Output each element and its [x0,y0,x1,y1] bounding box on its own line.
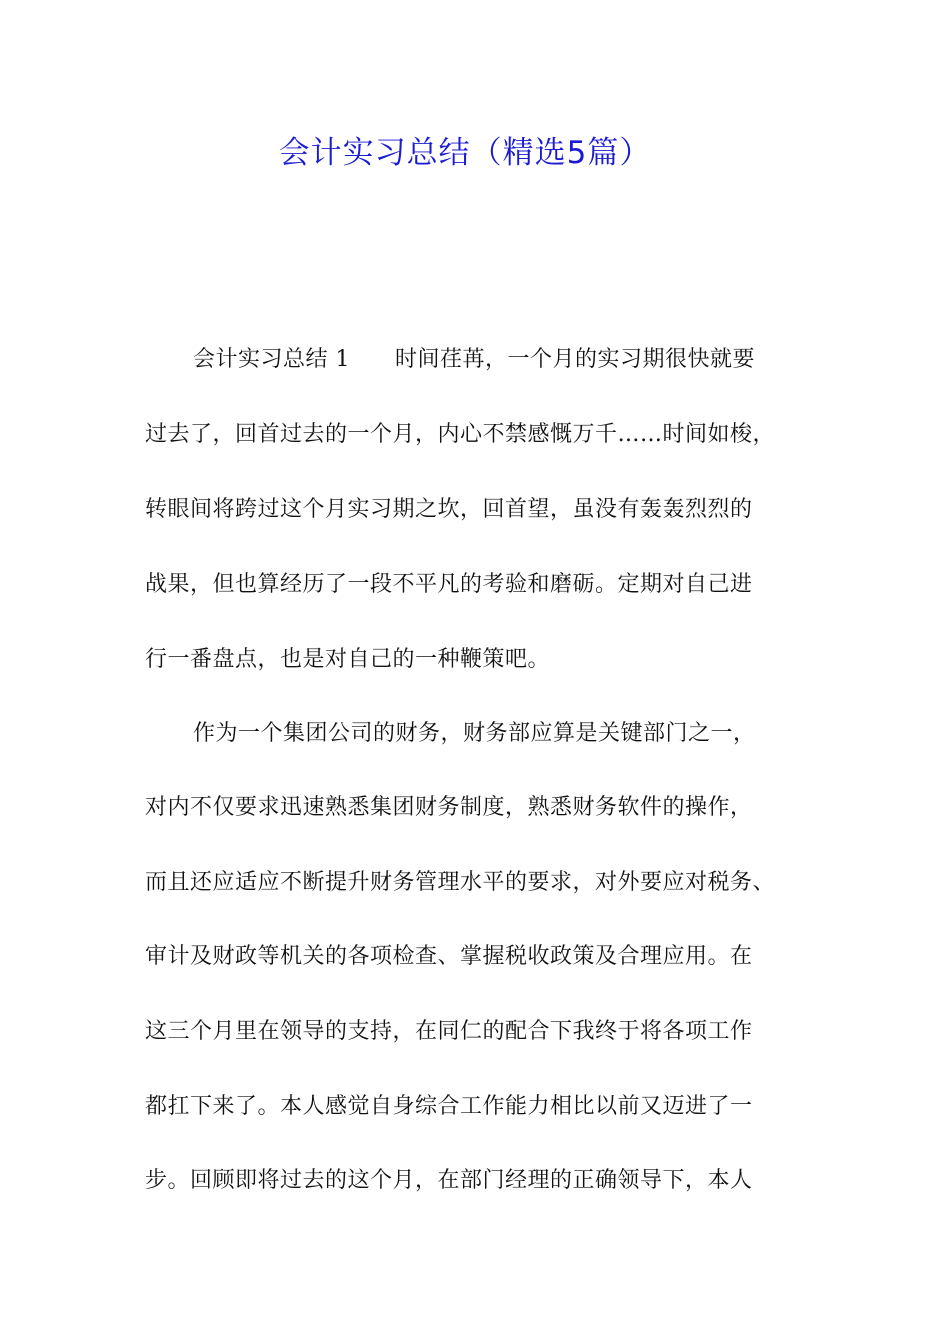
text-line: 会计实习总结 1 时间荏苒，一个月的实习期很快就要 [193,347,755,372]
text-line: 作为一个集团公司的财务，财务部应算是关键部门之一， [193,721,756,746]
text-line: 步。回顾即将过去的这个月，在部门经理的正确领导下，本人 [145,1168,753,1193]
text-line: 战果，但也算经历了一段不平凡的考验和磨砺。定期对自己进 [145,572,753,597]
text-line: 对内不仅要求迅速熟悉集团财务制度，熟悉财务软件的操作， [145,795,753,820]
text-line: 审计及财政等机关的各项检查、掌握税收政策及合理应用。在 [145,944,753,969]
text-line: 而且还应适应不断提升财务管理水平的要求，对外要应对税务、 [145,870,776,895]
document-title: 会计实习总结（精选5篇） [278,135,652,171]
text-line: 都扛下来了。本人感觉自身综合工作能力相比以前又迈进了一 [145,1094,753,1119]
text-line: 过去了，回首过去的一个月，内心不禁感慨万千……时间如梭， [145,422,776,447]
text-line: 这三个月里在领导的支持，在同仁的配合下我终于将各项工作 [145,1019,753,1044]
text-line: 转眼间将跨过这个月实习期之坎，回首望，虽没有轰轰烈烈的 [145,497,753,522]
text-line: 行一番盘点，也是对自己的一种鞭策吧。 [145,647,551,672]
